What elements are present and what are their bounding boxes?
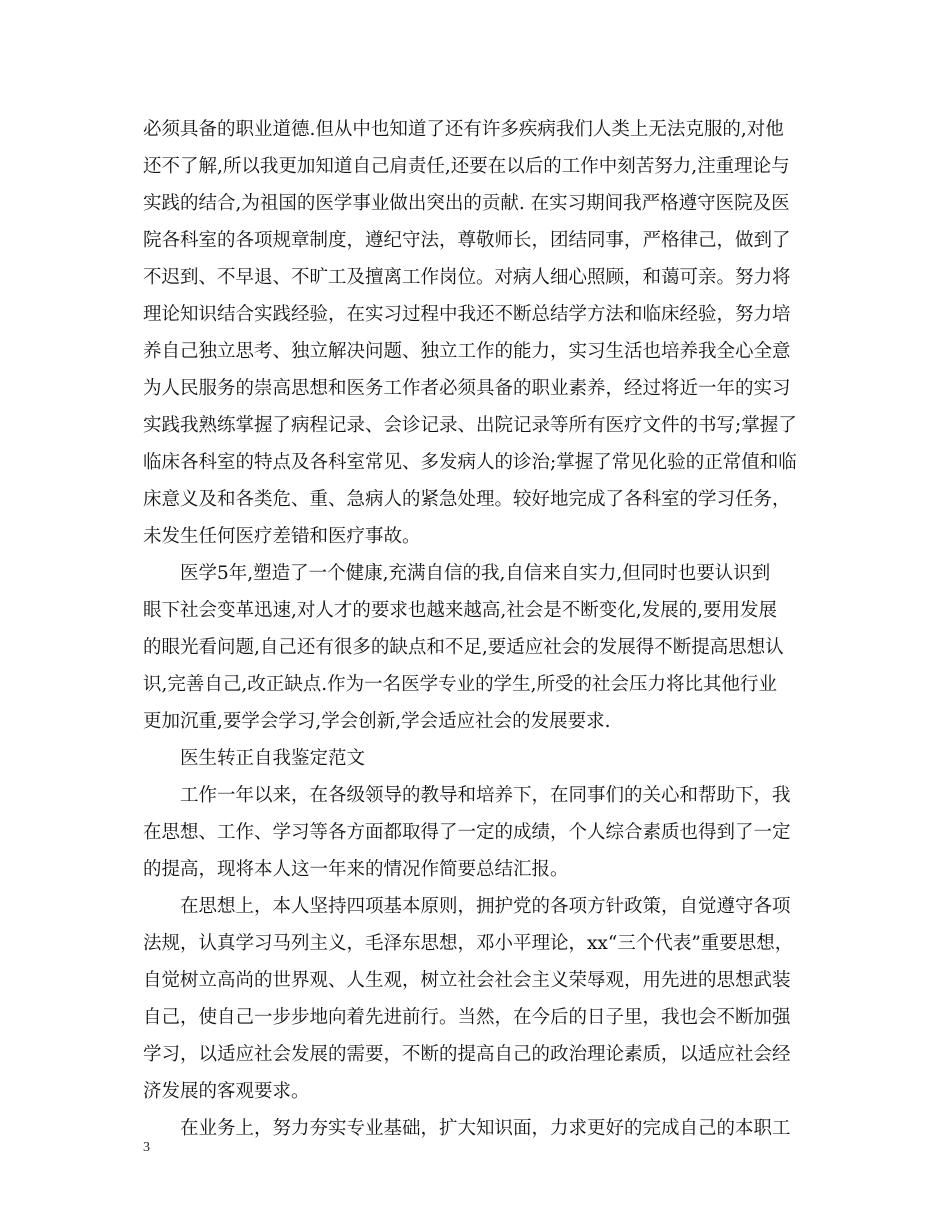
text-line: 济发展的客观要求。: [143, 1081, 310, 1102]
text-line: 未发生任何医疗差错和医疗事故。: [143, 526, 421, 547]
text-line: 床意义及和各类危、重、急病人的紧急处理。较好地完成了各科室的学习任务，: [143, 489, 791, 510]
text-line: 更加沉重,要学会学习,学会创新,学会适应社会的发展要求.: [143, 711, 611, 732]
text-line: 工作一年以来，在各级领导的教导和培养下，在同事们的关心和帮助下，我: [180, 785, 791, 806]
text-line: 的提高，现将本人这一年来的情况作简要总结汇报。: [143, 859, 569, 880]
text-line: 的眼光看问题,自己还有很多的缺点和不足,要适应社会的发展得不断提高思想认: [143, 637, 784, 658]
text-line: 理论知识结合实践经验，在实习过程中我还不断总结学方法和临床经验，努力培: [143, 304, 791, 325]
text-line: 还不了解,所以我更加知道自己肩责任,还要在以后的工作中刻苦努力,注重理论与: [143, 156, 790, 177]
text-line: 自觉树立高尚的世界观、人生观，树立社会社会主义荣辱观，用先进的思想武装: [143, 970, 791, 991]
text-line: 在思想、工作、学习等各方面都取得了一定的成绩，个人综合素质也得到了一定: [143, 822, 791, 843]
text-line: 实践我熟练掌握了病程记录、会诊记录、出院记录等所有医疗文件的书写;掌握了: [143, 415, 797, 436]
text-line: 自己，使自己一步步地向着先进前行。当然，在今后的日子里，我也会不断加强: [143, 1007, 791, 1028]
text-line: 法规，认真学习马列主义，毛泽东思想，邓小平理论，xx“三个代表”重要思想，: [143, 933, 794, 954]
text-line: 养自己独立思考、独立解决问题、独立工作的能力，实习生活也培养我全心全意: [143, 341, 791, 362]
section-heading: 医生转正自我鉴定范文: [180, 748, 366, 769]
text-line: 在业务上，努力夯实专业基础，扩大知识面，力求更好的完成自己的本职工: [180, 1118, 791, 1139]
text-line: 院各科室的各项规章制度，遵纪守法，尊敬师长，团结同事，严格律己，做到了: [143, 230, 791, 251]
text-line: 眼下社会变革迅速,对人才的要求也越来越高,社会是不断变化,发展的,要用发展: [143, 600, 778, 621]
text-line: 为人民服务的崇高思想和医务工作者必须具备的职业素养，经过将近一年的实习: [143, 378, 791, 399]
page-number: 3: [143, 1140, 150, 1155]
text-line: 医学5年,塑造了一个健康,充满自信的我,自信来自实力,但同时也要认识到: [180, 563, 771, 584]
text-line: 学习，以适应社会发展的需要，不断的提高自己的政治理论素质，以适应社会经: [143, 1044, 791, 1065]
text-line: 识,完善自己,改正缺点.作为一名医学专业的学生,所受的社会压力将比其他行业: [143, 674, 778, 695]
text-line: 不迟到、不早退、不旷工及擅离工作岗位。对病人细心照顾，和蔼可亲。努力将: [143, 267, 791, 288]
text-line: 临床各科室的特点及各科室常见、多发病人的诊治;掌握了常见化验的正常值和临: [143, 452, 797, 473]
text-line: 在思想上，本人坚持四项基本原则，拥护党的各项方针政策，自觉遵守各项: [180, 896, 791, 917]
text-line: 必须具备的职业道德.但从中也知道了还有许多疾病我们人类上无法克服的,对他: [143, 119, 784, 140]
text-line: 实践的结合,为祖国的医学事业做出突出的贡献. 在实习期间我严格遵守医院及医: [143, 193, 790, 214]
